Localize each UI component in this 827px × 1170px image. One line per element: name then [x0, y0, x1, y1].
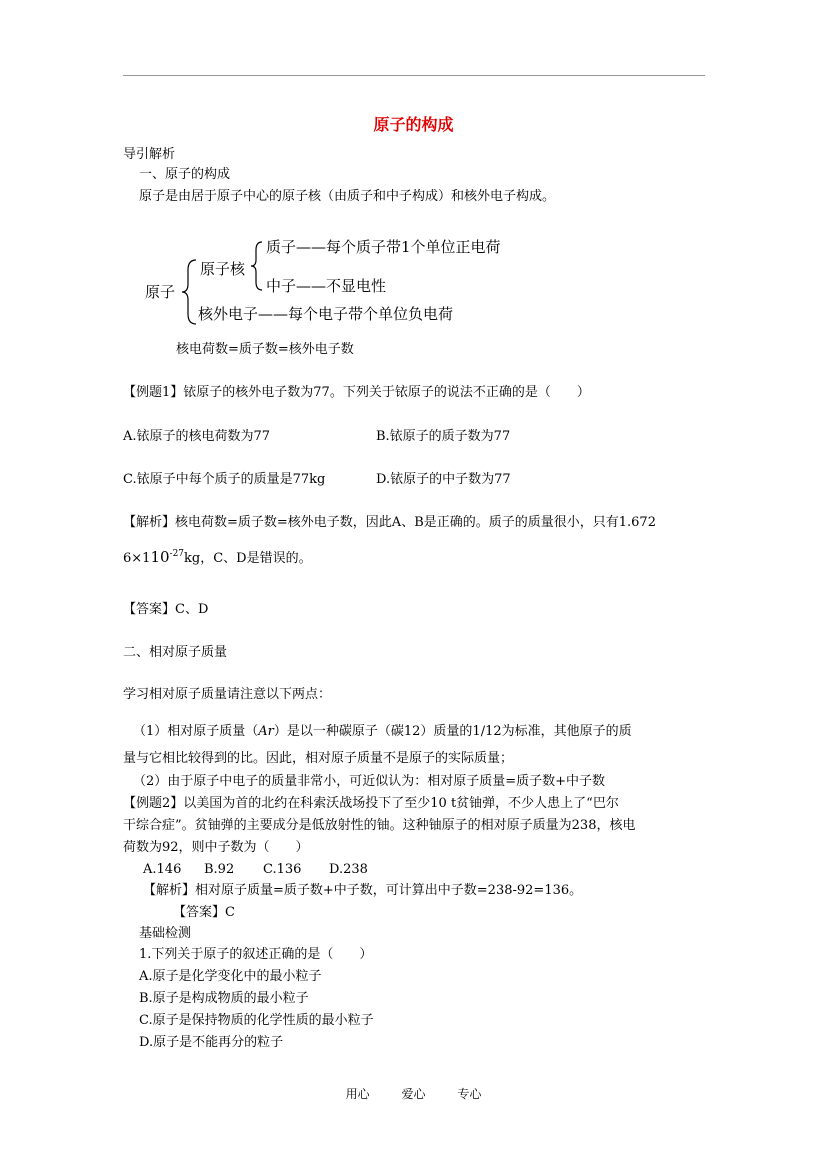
page-footer — [0, 1085, 827, 1103]
point1-prefix: （1）相对原子质量（ — [133, 724, 259, 739]
basic-test-heading: 基础检测 — [139, 926, 192, 941]
basic-test-question: 1.下列关于原子的叙述正确的是（ ） — [139, 947, 373, 962]
basic-test-option-c: C.原子是保持物质的化学性质的最小粒子 — [139, 1013, 374, 1028]
point1-text: ）是以一种碳原子（碳12）质量的1/12为标准，其他原子的质 — [273, 724, 632, 739]
analysis-power-base: 10 — [150, 548, 170, 566]
example2-analysis: 【解析】相对原子质量=质子数+中子数，可计算出中子数=238-92=136。 — [143, 883, 583, 898]
example2-line1: 【例题2】以美国为首的北约在科索沃战场投下了至少10 t贫铀弹，不少人患上了“巴尔 — [123, 796, 619, 811]
example2-option-d: D.238 — [329, 862, 368, 877]
analysis-tag: 【解析】 — [123, 515, 176, 530]
analysis-text: 核电荷数=质子数=核外电子数，因此A、B是正确的。质子的质量很小，只有1.672 — [175, 515, 656, 530]
example2-option-b: B.92 — [204, 862, 235, 877]
diagram-electron: 核外电子——每个电子带个单位负电荷 — [198, 305, 454, 323]
analysis-unit-text: kg，C、D是错误的。 — [184, 551, 312, 566]
diagram-proton: 质子——每个质子带1个单位正电荷 — [266, 238, 501, 256]
diagram-atom-label: 原子 — [145, 283, 176, 301]
footer-item: 专心 — [457, 1087, 482, 1101]
section2-heading: 二、相对原子质量 — [123, 645, 228, 660]
example1-analysis-line2 — [123, 548, 312, 569]
example2-line2: 干综合症”。贫铀弹的主要成分是低放射性的铀。这种铀原子的相对原子质量为238，核电 — [123, 818, 636, 833]
relative-mass-symbol: Ar — [258, 724, 274, 739]
diagram-nucleus-label: 原子核 — [200, 260, 246, 278]
header-rule — [123, 75, 705, 76]
example1-option-c: C.铱原子中每个质子的质量是77kg — [123, 472, 326, 487]
analysis-coefficient: 6×1 — [123, 551, 151, 566]
section1-intro: 原子是由居于原子中心的原子核（由质子和中子构成）和核外电子构成。 — [139, 189, 556, 204]
example1-analysis-line1 — [123, 514, 656, 532]
basic-test-option-d: D.原子是不能再分的粒子 — [139, 1035, 284, 1050]
analysis-exponent: -27 — [169, 549, 185, 559]
basic-test-option-a: A.原子是化学变化中的最小粒子 — [139, 969, 322, 984]
page-title: 原子的构成 — [373, 115, 454, 134]
example1-question — [123, 384, 590, 402]
footer-item: 用心 — [345, 1087, 370, 1101]
charge-equation: 核电荷数=质子数=核外电子数 — [176, 342, 354, 357]
inner-brace-icon — [248, 240, 266, 292]
example1-tag: 【例题1】 — [123, 385, 184, 400]
footer-item: 爱心 — [401, 1087, 426, 1101]
basic-test-option-b: B.原子是构成物质的最小粒子 — [139, 991, 309, 1006]
section2-point1-line1 — [133, 723, 632, 741]
example1-option-b: B.铱原子的质子数为77 — [376, 429, 511, 444]
example2-answer: 【答案】C — [173, 905, 235, 920]
example1-option-d: D.铱原子的中子数为77 — [376, 472, 511, 487]
section2-point1-line2: 量与它相比较得到的比。因此，相对原子质量不是原子的实际质量； — [123, 751, 514, 766]
guide-heading: 导引解析 — [123, 147, 176, 162]
example1-answer: 【答案】C、D — [123, 602, 209, 617]
example1-option-a: A.铱原子的核电荷数为77 — [123, 429, 271, 444]
example2-line3: 荷数为92，则中子数为（ ） — [123, 840, 309, 855]
section1-heading: 一、原子的构成 — [139, 167, 231, 182]
example2-option-c: C.136 — [263, 862, 302, 877]
example1-text: 铱原子的核外电子数为77。下列关于铱原子的说法不正确的是（ ） — [183, 385, 590, 400]
section2-point2: （2）由于原子中电子的质量非常小，可近似认为：相对原子质量=质子数+中子数 — [133, 774, 606, 789]
example2-option-a: A.146 — [143, 862, 182, 877]
diagram-neutron: 中子——不显电性 — [266, 277, 387, 295]
outer-brace-icon — [178, 258, 200, 326]
section2-intro: 学习相对原子质量请注意以下两点： — [123, 687, 332, 702]
